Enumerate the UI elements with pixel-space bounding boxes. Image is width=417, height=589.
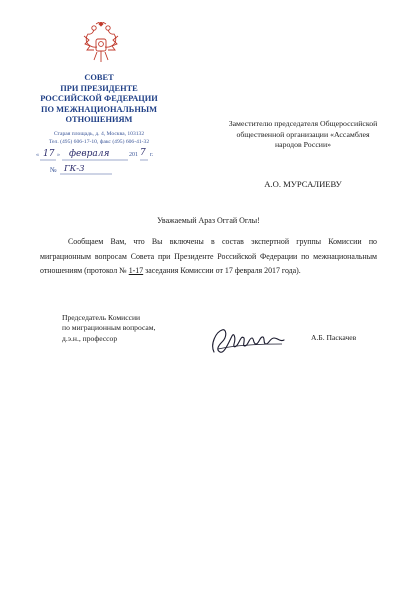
recipient-line: общественной организации «Ассамблея xyxy=(236,129,370,139)
org-line: ПО МЕЖНАЦИОНАЛЬНЫМ xyxy=(41,104,157,114)
recipient-name: А.О. МУРСАЛИЕВУ xyxy=(264,179,342,189)
number-value: ГК-3 xyxy=(64,164,85,174)
protocol-number: 1-17 xyxy=(128,266,144,276)
address-line: Тел. (495) 606-17-10, факс (495) 606-41-32 xyxy=(48,138,150,145)
recipient-block xyxy=(214,119,392,151)
organization-name xyxy=(30,73,168,126)
signatory-line: по миграционным вопросам, xyxy=(62,323,156,333)
organization-address xyxy=(30,131,168,146)
org-line: ПРИ ПРЕЗИДЕНТЕ xyxy=(60,83,138,93)
recipient-line: Заместителю председателя Общероссийской xyxy=(228,119,378,128)
address-line: Старая площадь, д. 4, Москва, 103132 xyxy=(53,131,145,137)
date-suffix: г. xyxy=(150,152,154,158)
org-line: СОВЕТ xyxy=(84,73,114,82)
document-number xyxy=(50,164,150,176)
date-line: « 17 » февраля 201 7 г. xyxy=(36,150,176,162)
org-line: РОССИЙСКОЙ ФЕДЕРАЦИИ xyxy=(40,94,158,104)
recipient-line: народов России» xyxy=(274,140,332,150)
signatory-line: д.э.н., профессор xyxy=(62,333,118,343)
body-text: Сообщаем Вам, что Вы включены в состав экспертной группы Комиссии по миграционным вопросам Совета при Президенте Российской Федерации по межнациональным отношениям (протокол № xyxy=(40,237,377,276)
body-text: заседания Комиссии от 17 февраля 2017 года). xyxy=(143,266,301,276)
signatory-line: Председатель Комиссии xyxy=(62,313,141,322)
date-year-prefix: 201 xyxy=(129,152,138,158)
date-day: 17 xyxy=(43,149,55,159)
coat-of-arms-icon xyxy=(82,22,120,66)
greeting: Уважаемый Араз Оггай Оглы! xyxy=(157,216,260,225)
date-month: февраля xyxy=(69,149,110,159)
date-year-suffix: 7 xyxy=(140,148,146,158)
signatory-name: А.Б. Паскачев xyxy=(311,333,357,342)
handwritten-signature xyxy=(208,322,290,358)
org-line: ОТНОШЕНИЯМ xyxy=(65,115,133,125)
signatory-title xyxy=(62,313,212,344)
number-label: № xyxy=(50,166,57,174)
letter-body xyxy=(40,235,377,279)
